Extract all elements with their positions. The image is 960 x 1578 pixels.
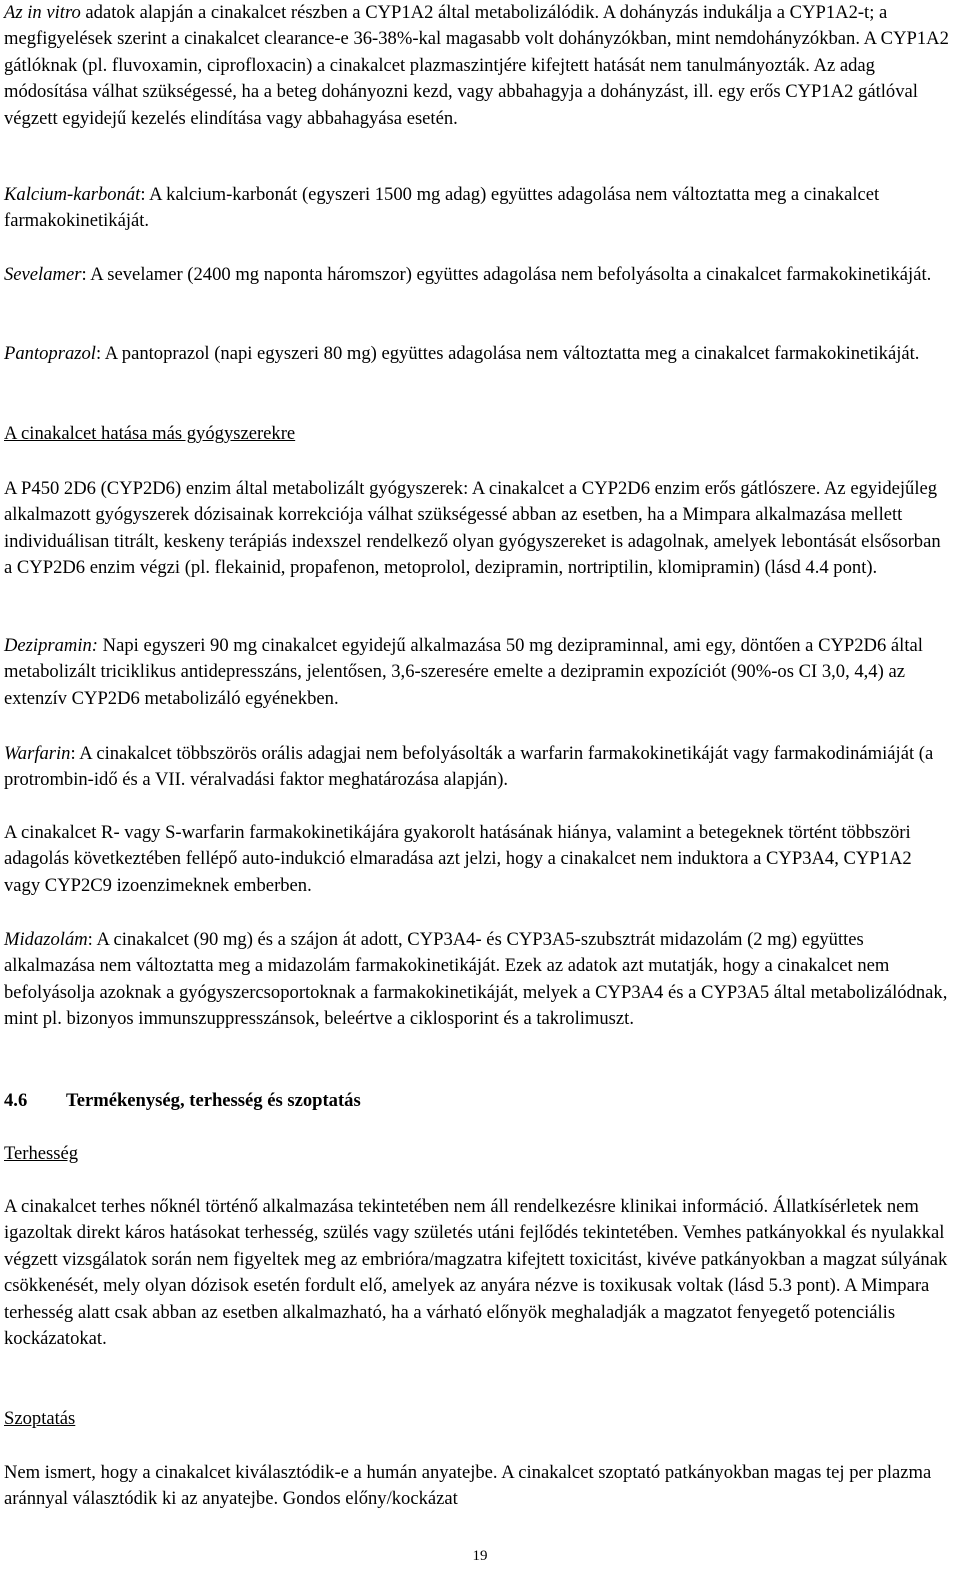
paragraph-calcium-carbonate: [4, 182, 952, 235]
paragraph-midazolam: [4, 927, 952, 1033]
page-number: 19: [472, 1548, 488, 1564]
section-title: Termékenység, terhesség és szoptatás: [66, 1090, 361, 1111]
subheading-pregnancy: Terhesség: [4, 1143, 79, 1164]
drug-name: Midazolám: [4, 929, 88, 950]
subheading-effects-on-other-drugs: A cinakalcet hatása más gyógyszerekre: [4, 423, 296, 444]
paragraph-text: : A pantoprazol (napi egyszeri 80 mg) együttes adagolása nem változtatta meg a cinakalcet farmakokinetikáját.: [95, 343, 920, 364]
paragraph-warfarin-induction: A cinakalcet R- vagy S-warfarin farmakokinetikájára gyakorolt hatásának hiánya, valamint a betegeknek történt többszöri adagolás következtében fellépő auto-indukció elmaradása azt jelzi, hogy a cinakalcet nem induktora a CYP3A4, CYP1A2 vagy CYP2C9 izoenzimeknek emberben.: [4, 822, 912, 896]
paragraph-text: : A sevelamer (2400 mg naponta háromszor) együttes adagolása nem befolyásolta a cinakalcet farmakokinetikáját.: [81, 264, 932, 285]
drug-name: Kalcium-karbonát: [4, 184, 141, 205]
paragraph-cyp2d6: A P450 2D6 (CYP2D6) enzim által metabolizált gyógyszerek: A cinakalcet a CYP2D6 enzim erős gátlószere. Az egyidejűleg alkalmazott gyógyszerek dózisainak korrekciója válhat szükségessé abban az esetben, ha a Mimpara alkalmazása mellett individuálisan titrált, keskeny terápiás indexszel rendelkező olyan gyógyszereket is adagolnak, amelyek lebontását elsősorban a CYP2D6 enzim végzi (pl. flekainid, propafenon, metoprolol, dezipramin, nortriptilin, klomipramin) (lásd 4.4 pont).: [4, 478, 941, 579]
paragraph-text: Napi egyszeri 90 mg cinakalcet egyidejű alkalmazása 50 mg dezipraminnal, ami egy, döntően a CYP2D6 által metabolizált triciklikus antidepresszáns, jelentősen, 3,6-szeresére emelte a dezipramin expozíciót (90%-os CI 3,0, 4,4) az extenzív CYP2D6 metabolizáló egyénekben.: [4, 635, 923, 709]
section-number: 4.6: [4, 1090, 28, 1111]
paragraph-desipramine: [4, 633, 952, 712]
paragraph-text: : A kalcium-karbonát (egyszeri 1500 mg adag) együttes adagolása nem változtatta meg a cinakalcet farmakokinetikáját.: [4, 184, 880, 232]
paragraph-pantoprazole: [4, 341, 952, 367]
drug-name: Dezipramin:: [4, 635, 98, 656]
in-vitro-term: Az in vitro: [4, 2, 81, 23]
paragraph-text: : A cinakalcet (90 mg) és a szájon át adott, CYP3A4- és CYP3A5-szubsztrát midazolám (2 mg) együttes alkalmazása nem változtatta meg a midazolám farmakokinetikáját. Ezek az adatok azt mutatják, hogy a cinakalcet nem befolyásolja azoknak a gyógyszercsoportoknak a farmakokinetikáját, melyek a CYP3A4 és a CYP3A5 által metabolizálódnak, mint pl. bizonyos immunszuppresszánsok, beleértve a ciklosporint és a takrolimuszt.: [4, 929, 948, 1030]
paragraph-warfarin: [4, 741, 952, 794]
paragraph-cyp1a2: [4, 0, 952, 132]
paragraph-pregnancy: A cinakalcet terhes nőknél történő alkalmazása tekintetében nem áll rendelkezésre klinikai információ. Állatkísérletek nem igazoltak direkt káros hatásokat terhesség, szülés vagy születés utáni fejlődés tekintetében. Vemhes patkányokkal és nyulakkal végzett vizsgálatok során nem figyeltek meg az embrióra/magzatra kifejtett toxicitást, kivéve patkányokban a magzat súlyának csökkenését, mely olyan dózisok esetén fordult elő, amelyek az anyára nézve is toxikusak voltak (lásd 5.3 pont). A Mimpara terhesség alatt csak abban az esetben alkalmazható, ha a várható előnyök meghaladják a magzatot fenyegető potenciális kockázatokat.: [4, 1196, 948, 1350]
drug-name: Pantoprazol: [4, 343, 96, 364]
drug-name: Sevelamer: [4, 264, 82, 285]
paragraph-text: : A cinakalcet többszörös orális adagjai nem befolyásolták a warfarin farmakokinetikáját vagy farmakodinámiáját (a protrombin-idő és a VII. véralvadási faktor meghatározása alapján).: [4, 743, 934, 791]
paragraph-sevelamer: [4, 262, 952, 288]
paragraph-text: adatok alapján a cinakalcet részben a CYP1A2 által metabolizálódik. A dohányzás indukálja a CYP1A2-t; a megfigyelések szerint a cinakalcet clearance-e 36-38%-kal magasabb volt dohányzókban, mint nemdohányzókban. A CYP1A2 gátlóknak (pl. fluvoxamin, ciprofloxacin) a cinakalcet plazmaszintjére kifejtett hatását nem tanulmányozták. Az adag módosítása válhat szükségessé, ha a beteg dohányozni kezd, vagy abbahagyja a dohányzást, ill. egy erős CYP1A2 gátlóval végzett egyidejű kezelés elindítása vagy abbahagyása esetén.: [4, 2, 949, 129]
section-heading: [4, 1088, 361, 1114]
paragraph-breastfeeding: Nem ismert, hogy a cinakalcet kiválasztódik-e a humán anyatejbe. A cinakalcet szoptató patkányokban magas tej per plazma aránnyal választódik ki az anyatejbe. Gondos előny/kockázat: [4, 1462, 932, 1510]
subheading-breastfeeding: Szoptatás: [4, 1408, 76, 1429]
drug-name: Warfarin: [4, 743, 71, 764]
